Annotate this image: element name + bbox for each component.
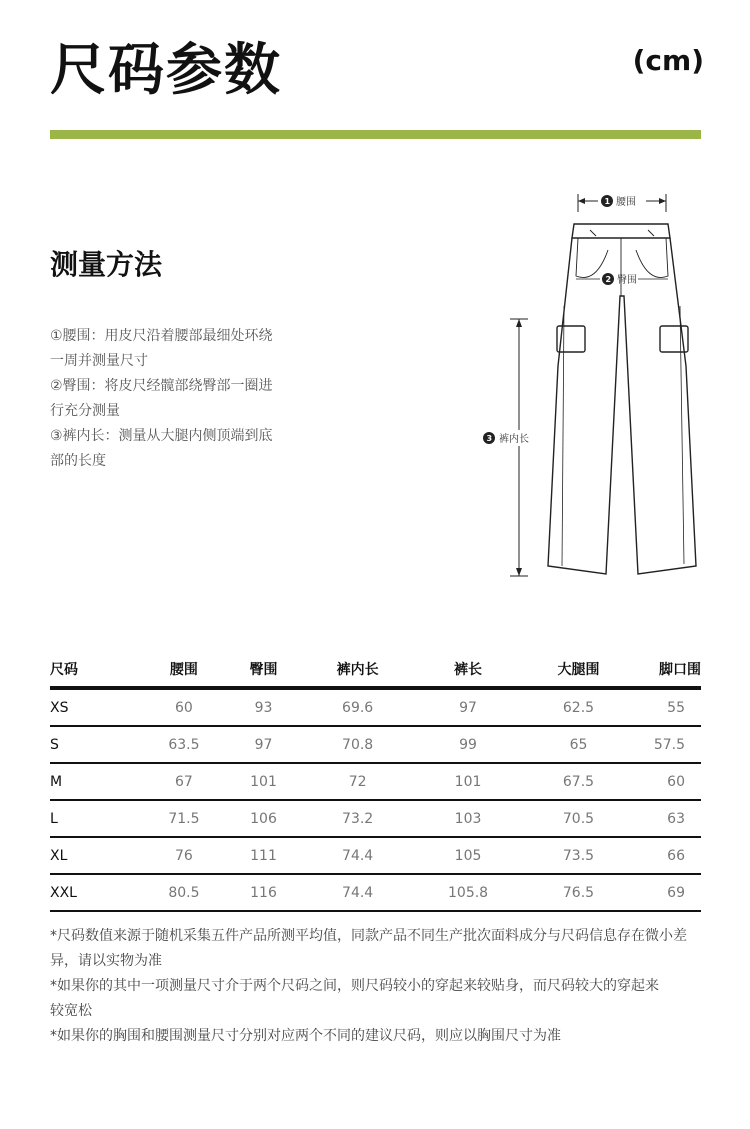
value-cell: 97 bbox=[226, 726, 301, 763]
value-cell: 80.5 bbox=[142, 874, 226, 911]
value-cell: 97 bbox=[414, 688, 522, 726]
value-cell: 111 bbox=[226, 837, 301, 874]
size-cell: M bbox=[50, 763, 142, 800]
method-line: ①腰围：用皮尺沿着腰部最细处环绕 bbox=[50, 328, 273, 344]
column-header: 腰围 bbox=[142, 652, 226, 688]
value-cell: 76.5 bbox=[522, 874, 635, 911]
method-line: 一周并测量尺寸 bbox=[50, 353, 148, 369]
table-row bbox=[50, 688, 701, 726]
note-line: 较宽松 bbox=[50, 1003, 92, 1019]
column-header: 脚口围 bbox=[635, 652, 701, 688]
column-header: 大腿围 bbox=[522, 652, 635, 688]
method-line: 行充分测量 bbox=[50, 403, 120, 419]
value-cell: 62.5 bbox=[522, 688, 635, 726]
table-row bbox=[50, 837, 701, 874]
value-cell: 67.5 bbox=[522, 763, 635, 800]
method-line: 部的长度 bbox=[50, 453, 106, 469]
accent-divider bbox=[50, 130, 701, 139]
value-cell: 70.8 bbox=[301, 726, 414, 763]
value-cell: 60 bbox=[142, 688, 226, 726]
note-line: *尺码数值来源于随机采集五件产品所测平均值，同款产品不同生产批次面料成分与尺码信息存在微小差 bbox=[50, 928, 687, 944]
value-cell: 65 bbox=[522, 726, 635, 763]
column-header: 裤长 bbox=[414, 652, 522, 688]
note-line: 异，请以实物为准 bbox=[50, 953, 162, 969]
size-cell: XXL bbox=[50, 874, 142, 911]
waist-arrow bbox=[578, 193, 666, 212]
value-cell: 66 bbox=[635, 837, 701, 874]
inseam-arrow bbox=[480, 319, 542, 576]
value-cell: 73.2 bbox=[301, 800, 414, 837]
inseam-num: 3 bbox=[486, 434, 493, 443]
notes bbox=[50, 924, 710, 1049]
value-cell: 116 bbox=[226, 874, 301, 911]
value-cell: 76 bbox=[142, 837, 226, 874]
table-header-row bbox=[50, 652, 701, 688]
value-cell: 63 bbox=[635, 800, 701, 837]
size-table bbox=[50, 652, 701, 912]
method-description bbox=[50, 324, 300, 474]
waist-num: 1 bbox=[604, 197, 611, 206]
value-cell: 72 bbox=[301, 763, 414, 800]
waist-label: 腰围 bbox=[616, 197, 636, 208]
value-cell: 99 bbox=[414, 726, 522, 763]
value-cell: 60 bbox=[635, 763, 701, 800]
value-cell: 69 bbox=[635, 874, 701, 911]
size-cell: L bbox=[50, 800, 142, 837]
table-row bbox=[50, 763, 701, 800]
value-cell: 74.4 bbox=[301, 874, 414, 911]
pants-diagram bbox=[478, 186, 718, 586]
value-cell: 69.6 bbox=[301, 688, 414, 726]
size-cell: XS bbox=[50, 688, 142, 726]
value-cell: 105 bbox=[414, 837, 522, 874]
value-cell: 93 bbox=[226, 688, 301, 726]
value-cell: 101 bbox=[226, 763, 301, 800]
value-cell: 67 bbox=[142, 763, 226, 800]
method-line: ③裤内长：测量从大腿内侧顶端到底 bbox=[50, 428, 273, 444]
column-header: 裤内长 bbox=[301, 652, 414, 688]
hip-marker bbox=[576, 273, 668, 286]
unit-label: (cm) bbox=[632, 44, 704, 77]
value-cell: 73.5 bbox=[522, 837, 635, 874]
value-cell: 55 bbox=[635, 688, 701, 726]
hip-num: 2 bbox=[605, 275, 612, 284]
size-cell: S bbox=[50, 726, 142, 763]
table-row bbox=[50, 726, 701, 763]
table-row bbox=[50, 874, 701, 911]
value-cell: 101 bbox=[414, 763, 522, 800]
column-header: 尺码 bbox=[50, 652, 142, 688]
value-cell: 57.5 bbox=[635, 726, 701, 763]
column-header: 臀围 bbox=[226, 652, 301, 688]
value-cell: 106 bbox=[226, 800, 301, 837]
value-cell: 71.5 bbox=[142, 800, 226, 837]
method-title: 测量方法 bbox=[50, 248, 163, 281]
value-cell: 63.5 bbox=[142, 726, 226, 763]
value-cell: 103 bbox=[414, 800, 522, 837]
value-cell: 74.4 bbox=[301, 837, 414, 874]
note-line: *如果你的其中一项测量尺寸介于两个尺码之间，则尺码较小的穿起来较贴身，而尺码较大的穿起来 bbox=[50, 978, 659, 994]
method-line: ②臀围：将皮尺经髋部绕臀部一圈进 bbox=[50, 378, 273, 394]
hip-label: 臀围 bbox=[617, 275, 637, 286]
page-title: 尺码参数 bbox=[50, 38, 282, 103]
table-row bbox=[50, 800, 701, 837]
inseam-label: 裤内长 bbox=[499, 434, 529, 445]
note-line: *如果你的胸围和腰围测量尺寸分别对应两个不同的建议尺码，则应以胸围尺寸为准 bbox=[50, 1028, 561, 1044]
size-cell: XL bbox=[50, 837, 142, 874]
value-cell: 70.5 bbox=[522, 800, 635, 837]
value-cell: 105.8 bbox=[414, 874, 522, 911]
